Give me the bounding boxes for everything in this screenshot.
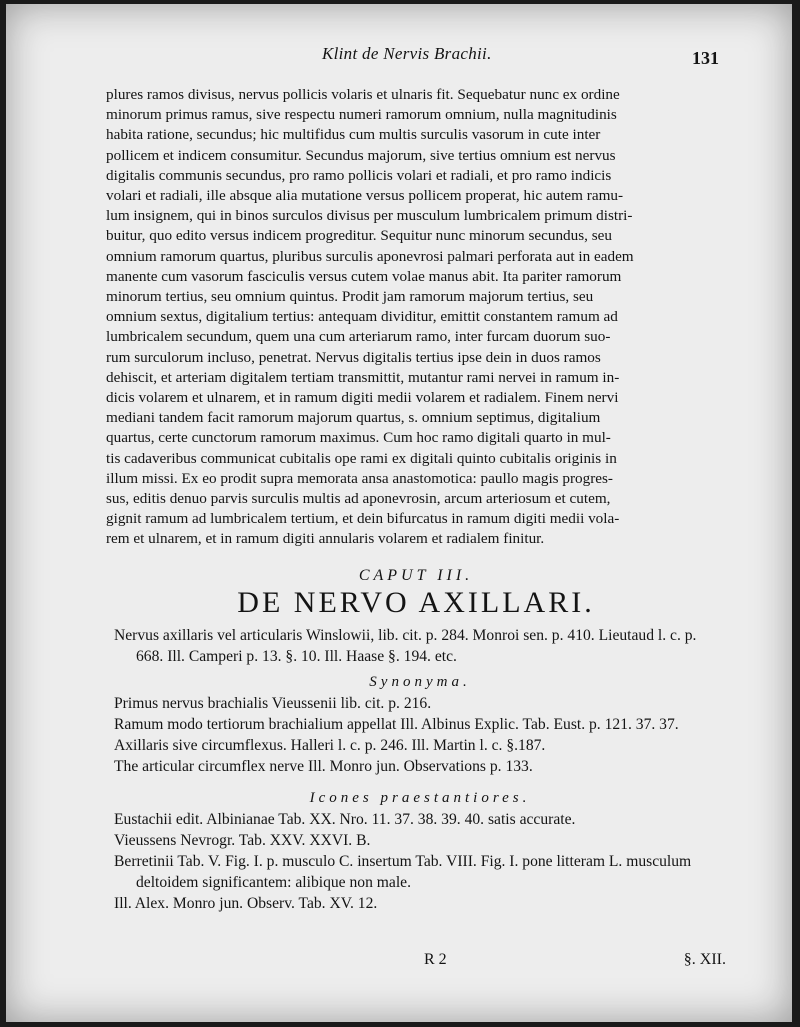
icones-item: Eustachii edit. Albinianae Tab. XX. Nro. 11. 37. 38. 39. 40. satis accurate. [114,811,576,829]
body-line: rum surculorum incluso, penetrat. Nervus digitalis tertius ipse dein in duos ramos [106,348,601,366]
body-line: dicis volarem et ulnarem, et in ramum digiti medii volarem et radialem. Finem nervi [106,389,619,407]
body-line: illum missi. Ex eo prodit supra memorata ansa anastomotica: paullo magis progres- [106,469,613,487]
book-page [6,4,792,1022]
synonym-item: Primus nervus brachialis Vieussenii lib. cit. p. 216. [114,695,432,713]
body-line: omnium sextus, digitalium tertius: antequam dividitur, emittit constantem ramum ad [106,308,618,326]
body-line: minorum tertius, seu omnium quintus. Prodit jam ramorum majorum tertius, seu [106,288,594,306]
running-title: Klint de Nervis Brachii. [322,44,492,63]
body-line: sus, editis denuo parvis surculis multis ad aponevrosin, arcum arteriosum et cutem, [106,490,611,508]
body-text [106,85,726,550]
body-line: quartus, certe cunctorum ramorum maximus. Cum hoc ramo digitali quarto in mul- [106,429,611,447]
body-line: omnium ramorum quartus, pluribus surculis aponevrosi palmari perforata aut in eadem [106,247,634,265]
body-line: volari et radiali, ille absque alia mutatione versus pollicem properat, hic autem ramu- [106,187,624,205]
chapter-title: DE NERVO AXILLARI. [237,586,595,619]
icones-item: Vieussens Nevrogr. Tab. XXV. XXVI. B. [114,832,371,850]
icones-item: Ill. Alex. Monro jun. Observ. Tab. XV. 12. [114,894,378,912]
body-line: rem et ulnarem, et in ramum digiti annularis volarem et radialem finitur. [106,530,545,548]
body-line: tis cadaveribus communicat cubitalis ope rami ex digitali quinto cubitalis originis in [106,449,617,467]
synonym-item: Axillaris sive circumflexus. Halleri l. c. p. 246. Ill. Martin l. c. §.187. [114,736,546,754]
body-line: pollicem et indicem consumitur. Secundus majorum, sive tertius omnium est nervus [106,146,616,164]
synonym-item: Ramum modo tertiorum brachialium appellat Ill. Albinus Explic. Tab. Eust. p. 121. 37. 37. [114,716,679,734]
body-line: dehiscit, et arteriam digitalem tertiam transmittit, mutantur rami nervei in ramum in- [106,368,620,386]
synonym-item: The articular circumflex nerve Ill. Monro jun. Observations p. 133. [114,757,533,775]
body-line: mediani tandem facit ramorum majorum quartus, s. omnium septimus, digitalium [106,409,601,427]
body-line: minorum primus ramus, sive respectu numeri ramorum omnium, nulla magnitudinis [106,106,617,124]
icones-item: Berretinii Tab. V. Fig. I. p. musculo C. insertum Tab. VIII. Fig. I. pone litteram L. musculum deltoidem significantem: alibique non male. [114,852,692,891]
body-line: manente cum vasorum fasciculis versus cutem volae manus abit. Ita pariter ramorum [106,267,622,285]
body-line: buitur, quo edito versus indicem progreditur. Sequitur nunc minorum secundus, seu [106,227,612,245]
signature-mark: R 2 [424,951,447,968]
body-line: plures ramos divisus, nervus pollicis volaris et ulnaris fit. Sequebatur nunc ex ordine [106,86,620,103]
body-line: lumbricalem secundum, quem una cum arteriarum ramo, inter furcam duorum suo- [106,328,611,346]
page-number: 131 [692,48,719,68]
body-line: digitalis communis secundus, pro ramo pollicis volari et radiali, et pro ramo indicis [106,166,612,184]
page-footer [114,951,726,971]
synonyma-heading: Synonyma. [369,673,471,690]
reference-entries [114,626,726,914]
body-line: gignit ramum ad lumbricalem tertium, et dein bifurcatus in ramum digiti medii vola- [106,510,620,528]
body-line: lum insignem, qui in binos surculos divisus per musculum lumbricalem primum distri- [106,207,633,225]
body-line: habita ratione, secundus; hic multifidus cum multis surculis vasorum in cute inter [106,126,601,144]
intro-entry: Nervus axillaris vel articularis Winslowii, lib. cit. p. 284. Monroi sen. p. 410. Lieutaud l. c. p. 668. Ill. Camperi p. 13. §. 10. Ill. Haase §. 194. etc. [114,627,697,665]
catchword: §. XII. [683,951,726,968]
icones-heading: Icones praestantiores. [309,789,531,806]
chapter-label: CAPUT III. [358,567,474,584]
